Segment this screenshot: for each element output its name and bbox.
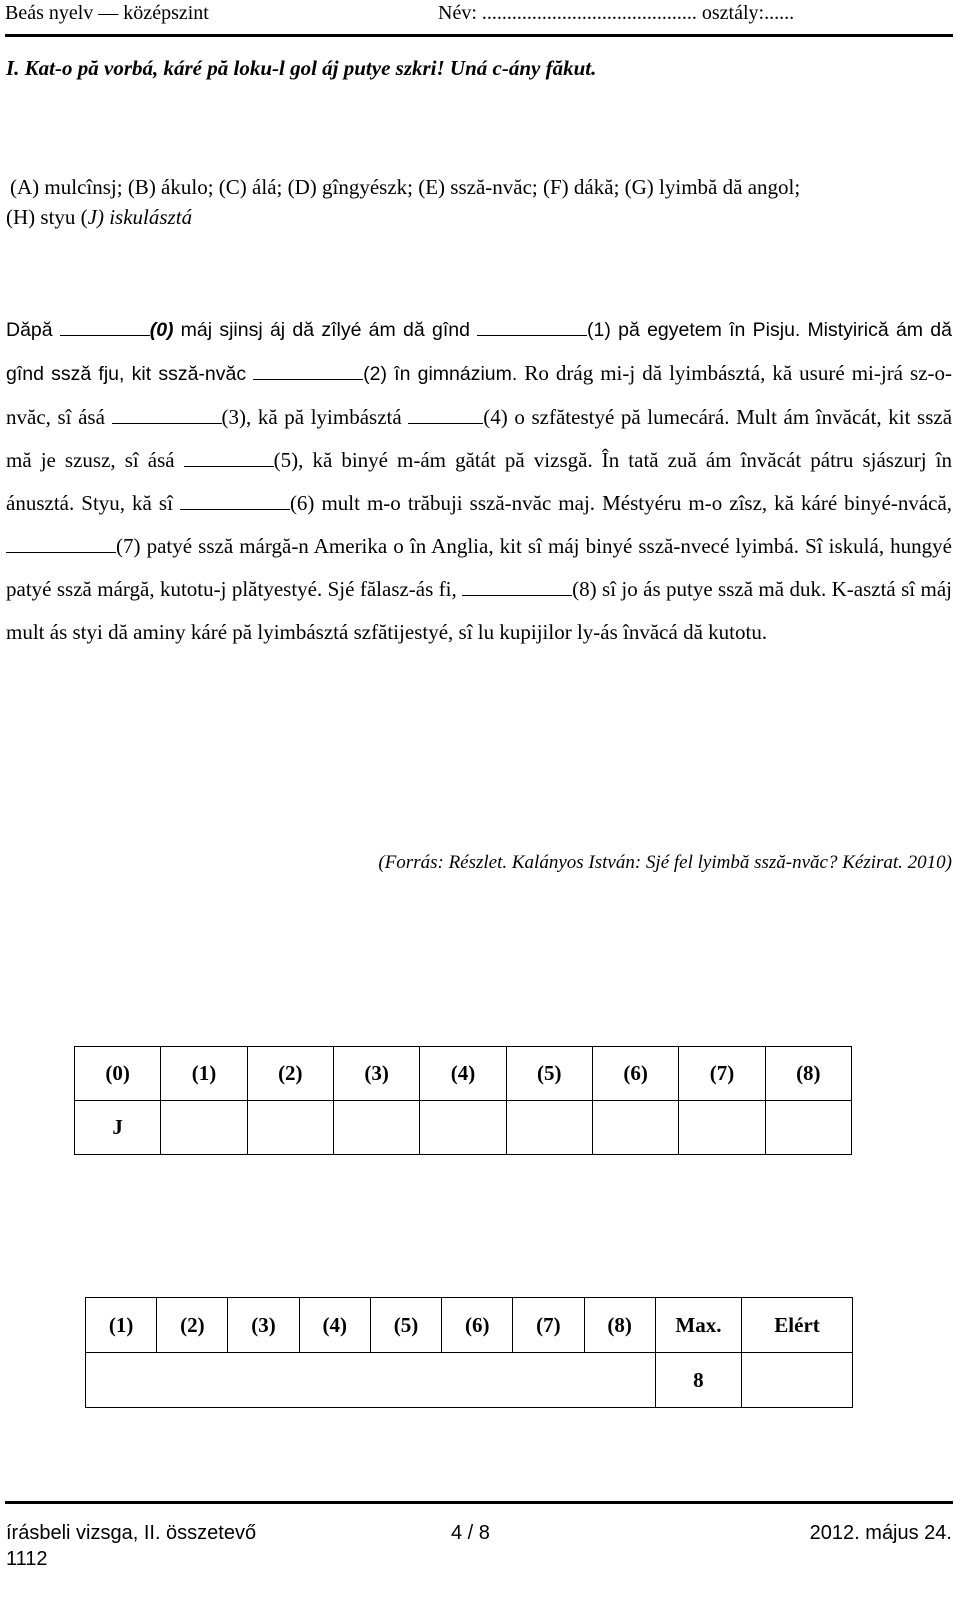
source-citation: (Forrás: Részlet. Kalányos István: Sjé fel lyimbă ssză-nvăc? Kézirat. 2010) bbox=[378, 852, 952, 873]
header-name-class: Név: ........................................... osztály:...... bbox=[438, 2, 795, 24]
answer-cell-6[interactable] bbox=[592, 1101, 678, 1155]
score-header-cell: (2) bbox=[157, 1298, 228, 1353]
score-blank-cell bbox=[86, 1353, 656, 1408]
options-line-1: (A) mulcînsj; (B) ákulo; (C) álá; (D) gîngyészk; (E) ssză-nvăc; (F) dákă; (G) lyimbă dă angol; bbox=[10, 175, 801, 199]
answer-header-cell: (0) bbox=[75, 1047, 161, 1101]
blank-6 bbox=[180, 490, 290, 510]
score-row bbox=[86, 1353, 853, 1408]
word-options bbox=[6, 172, 952, 232]
score-max-value: 8 bbox=[655, 1353, 741, 1408]
page-header bbox=[5, 0, 953, 36]
blank-4 bbox=[408, 404, 483, 424]
blank-3 bbox=[112, 404, 222, 424]
score-header-row bbox=[86, 1298, 853, 1353]
footer-page-number: 4 / 8 bbox=[451, 1522, 490, 1544]
score-achieved-header: Elért bbox=[742, 1298, 853, 1353]
score-header-cell: (5) bbox=[370, 1298, 441, 1353]
gap-fill-passage: Dăpă (0) máj sjinsj áj dă zîlyé ám dă gînd (1) pă egyetem în Pisju. Mistyirică ám dă gînd ssză fju, kit ssză-nvăc (2) în gimnázium. Ro drág mi-j dă lyimbásztá, kă usuré mi-jrá sz-o-nvăc, sî ásá (3), kă pă lyimbásztá (4) o szfătestyé pă lumecárá. Mult ám învăcát, kit ssză mă je szusz, sî ásá (5), kă binyé m-ám gătát pă vizsgă. În tată zuă ám învăcát pátru sjászurj în ánusztá. Styu, kă sî (6) mult m-o trăbuji ssză-nvăc maj. Méstyéru m-o zîsz, kă káré binyé-nvácă, (7) patyé ssză márgă-n Amerika o în Anglia, kit sî máj binyé ssză-nvecé lyimbá. Sî iskulá, hungyé patyé ssză márgă, kutotu-j plătyestyé. Sjé fălasz-ás fi, (8) sî jo ás putye ssză mă duk. K-asztá sî máj mult ás styi dă aminy káré pă lyimbásztá szfătijestyé, sî lu kupijilor ly-ás învăcá dă kutotu. bbox=[6, 308, 952, 654]
task-instruction: I. Kat-o pă vorbá, káré pă loku-l gol áj putye szkri! Uná c-ány făkut. bbox=[6, 56, 597, 80]
header-rule bbox=[5, 34, 953, 37]
blank-0 bbox=[60, 316, 150, 336]
answer-header-cell: (1) bbox=[161, 1047, 247, 1101]
answer-header-cell: (2) bbox=[247, 1047, 333, 1101]
footer-date: 2012. május 24. bbox=[809, 1522, 952, 1544]
answer-table bbox=[74, 1046, 852, 1155]
answer-cell-0: J bbox=[75, 1101, 161, 1155]
score-header-cell: (3) bbox=[228, 1298, 299, 1353]
answer-cell-8[interactable] bbox=[765, 1101, 851, 1155]
answer-row bbox=[75, 1101, 852, 1155]
answer-header-cell: (3) bbox=[333, 1047, 419, 1101]
blank-1 bbox=[477, 316, 587, 336]
answer-header-cell: (8) bbox=[765, 1047, 851, 1101]
header-subject: Beás nyelv — középszint bbox=[5, 2, 209, 24]
footer-rule bbox=[5, 1501, 953, 1504]
footer-exam-type: írásbeli vizsga, II. összetevő bbox=[6, 1522, 257, 1544]
blank-7 bbox=[6, 533, 116, 553]
score-header-cell: (6) bbox=[442, 1298, 513, 1353]
answer-cell-3[interactable] bbox=[333, 1101, 419, 1155]
score-header-cell: (1) bbox=[86, 1298, 157, 1353]
answer-cell-4[interactable] bbox=[420, 1101, 506, 1155]
score-header-cell: (8) bbox=[584, 1298, 655, 1353]
options-line-2: (H) styu (J) iskulásztá bbox=[6, 205, 193, 229]
score-header-cell: (7) bbox=[513, 1298, 584, 1353]
answer-header-cell: (5) bbox=[506, 1047, 592, 1101]
score-max-header: Max. bbox=[655, 1298, 741, 1353]
blank-5 bbox=[184, 447, 274, 467]
blank-8 bbox=[462, 576, 572, 596]
score-achieved-cell[interactable] bbox=[742, 1353, 853, 1408]
answer-header-cell: (6) bbox=[592, 1047, 678, 1101]
answer-header-row bbox=[75, 1047, 852, 1101]
answer-cell-5[interactable] bbox=[506, 1101, 592, 1155]
answer-cell-7[interactable] bbox=[679, 1101, 765, 1155]
answer-cell-1[interactable] bbox=[161, 1101, 247, 1155]
score-table bbox=[85, 1297, 853, 1408]
score-header-cell: (4) bbox=[299, 1298, 370, 1353]
answer-cell-2[interactable] bbox=[247, 1101, 333, 1155]
blank-2 bbox=[253, 360, 363, 380]
answer-header-cell: (4) bbox=[420, 1047, 506, 1101]
footer-code: 1112 bbox=[6, 1548, 48, 1570]
answer-header-cell: (7) bbox=[679, 1047, 765, 1101]
